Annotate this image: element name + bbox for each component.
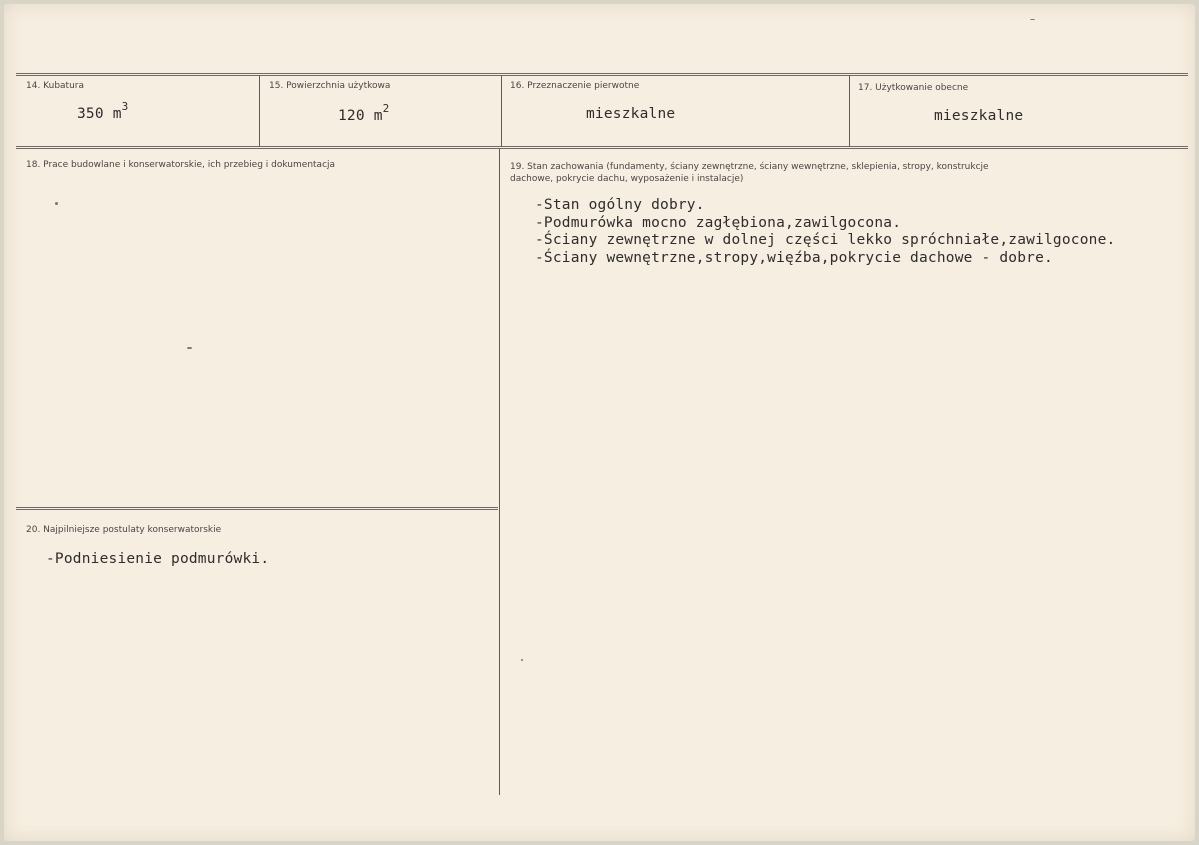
field-18-label: 18. Prace budowlane i konserwatorskie, ich przebieg i dokumentacja xyxy=(26,160,336,170)
field-19-line: -Stan ogólny dobry. xyxy=(535,197,705,213)
field-15-value-text: 120 m xyxy=(338,107,383,124)
divider-16-17 xyxy=(849,75,850,147)
paper-speck xyxy=(1030,19,1035,20)
field-16-value: mieszkalne xyxy=(586,106,676,122)
field-14-value-text: 350 m xyxy=(77,105,122,122)
field-14-label: 14. Kubatura xyxy=(26,81,85,91)
field-19-label: 19. Stan zachowania (fundamenty, ściany zewnętrzne, ściany wewnętrzne, sklepienia, stropy, konstrukcje dachowe, pokrycie dachu, wyposażenie i instalacje) xyxy=(510,162,989,184)
field-20-value: -Podniesienie podmurówki. xyxy=(46,551,270,567)
field-15-value xyxy=(338,104,389,124)
paper-speck xyxy=(55,202,58,205)
paper-speck xyxy=(187,347,192,349)
field-19-text xyxy=(535,197,1115,267)
record-card xyxy=(4,4,1195,841)
field-15-exponent: 2 xyxy=(382,102,390,115)
field-19-line: -Podmurówka mocno zagłębiona,zawilgocona. xyxy=(535,214,902,231)
divider-14-15 xyxy=(259,75,260,147)
field-17-label: 17. Użytkowanie obecne xyxy=(858,83,969,93)
field-19-line: -Ściany zewnętrzne w dolnej części lekko spróchniałe,zawilgocone. xyxy=(535,232,1116,248)
field-20-label: 20. Najpilniejsze postulaty konserwatorskie xyxy=(26,525,222,535)
field-14-exponent: 3 xyxy=(121,100,129,113)
main-column-divider xyxy=(499,149,500,795)
field-14-value xyxy=(77,102,128,122)
top-rule xyxy=(16,73,1188,76)
paper-speck xyxy=(521,659,523,661)
field-19-line: -Ściany wewnętrzne,stropy,więźba,pokrycie dachowe - dobre. xyxy=(535,249,1053,266)
field-17-value: mieszkalne xyxy=(934,108,1024,124)
divider-15-16 xyxy=(501,75,502,147)
field-15-label: 15. Powierzchnia użytkowa xyxy=(269,81,391,91)
row1-bottom-rule xyxy=(16,146,1188,149)
field18-bottom-rule xyxy=(16,507,498,510)
field-16-label: 16. Przeznaczenie pierwotne xyxy=(510,81,640,91)
